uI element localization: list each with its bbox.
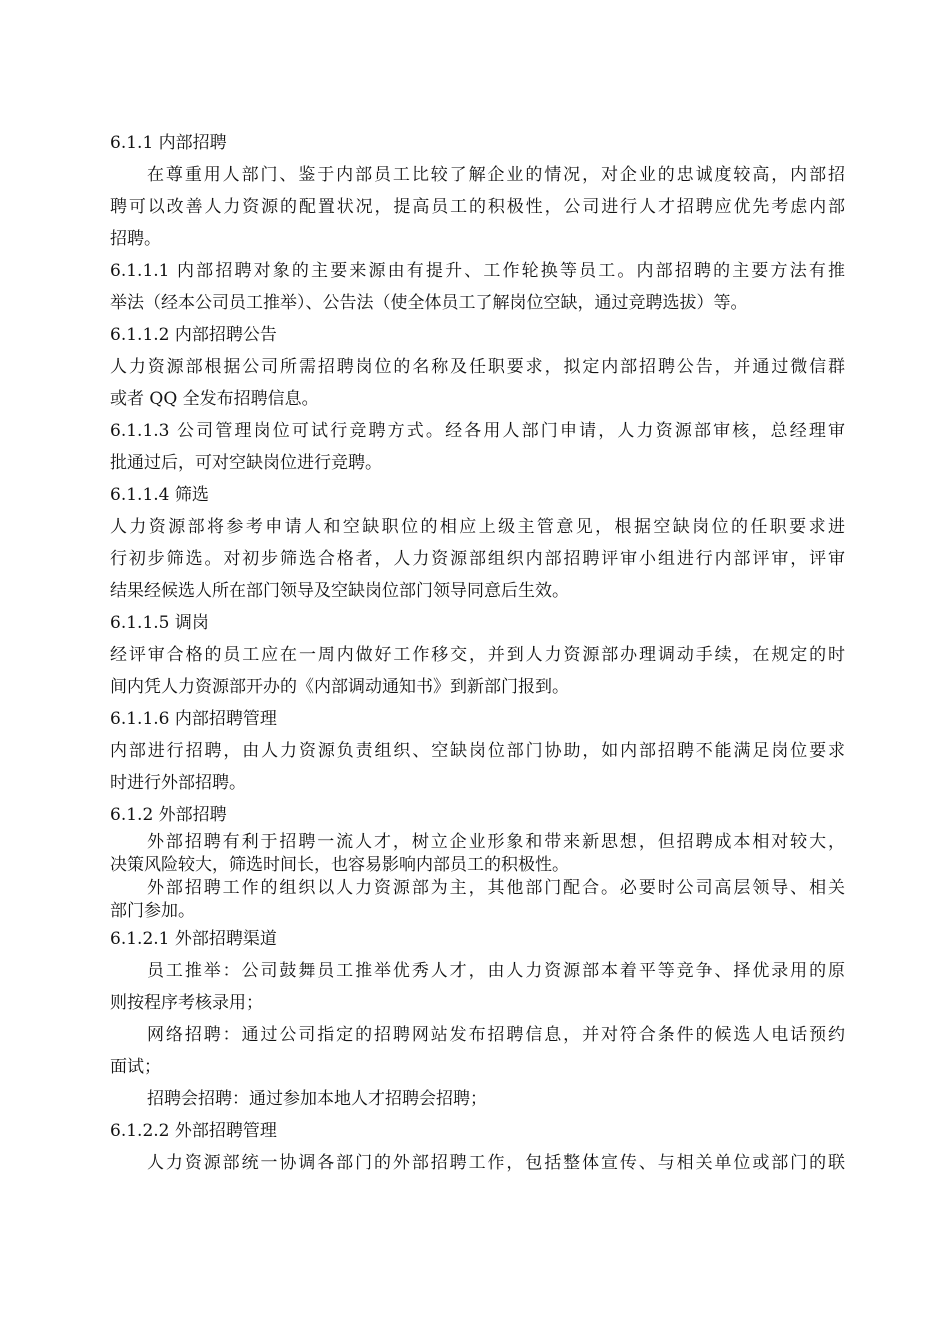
list-item-line: 网络招聘：通过公司指定的招聘网站发布招聘信息，并对符合条件的候选人电话预约	[147, 1025, 845, 1045]
paragraph-line: 批通过后，可对空缺岗位进行竞聘。	[110, 453, 382, 473]
paragraph-line: 人力资源部将参考申请人和空缺职位的相应上级主管意见，根据空缺岗位的任职要求进	[110, 517, 845, 537]
paragraph-line: 结果经候选人所在部门领导及空缺岗位部门领导同意后生效。	[110, 581, 569, 601]
heading-6-1-1-5: 6.1.1.5 调岗	[110, 613, 209, 633]
paragraph-line: 内部进行招聘，由人力资源负责组织、空缺岗位部门协助，如内部招聘不能满足岗位要求	[110, 741, 845, 761]
paragraph-line: 经评审合格的员工应在一周内做好工作移交，并到人力资源部办理调动手续，在规定的时	[110, 645, 845, 665]
paragraph-line: 部门参加。	[110, 901, 195, 921]
heading-6-1-2: 6.1.2 外部招聘	[110, 805, 227, 825]
paragraph-line: 外部招聘工作的组织以人力资源部为主，其他部门配合。必要时公司高层领导、相关	[147, 878, 845, 898]
paragraph-line: 人力资源部根据公司所需招聘岗位的名称及任职要求，拟定内部招聘公告，并通过微信群	[110, 357, 845, 377]
paragraph-line: 时进行外部招聘。	[110, 773, 246, 793]
paragraph-line: 举法（经本公司员工推举）、公告法（使全体员工了解岗位空缺，通过竞聘选拔）等。	[110, 293, 748, 313]
heading-6-1-2-1: 6.1.2.1 外部招聘渠道	[110, 929, 277, 949]
paragraph-line: 行初步筛选。对初步筛选合格者，人力资源部组织内部招聘评审小组进行内部评审，评审	[110, 549, 845, 569]
heading-6-1-1-2: 6.1.1.2 内部招聘公告	[110, 325, 277, 345]
paragraph-line: 招聘。	[110, 229, 161, 249]
heading-6-1-1-4: 6.1.1.4 筛选	[110, 485, 209, 505]
heading-6-1-1: 6.1.1 内部招聘	[110, 133, 227, 153]
list-item-line: 招聘会招聘：通过参加本地人才招聘会招聘；	[147, 1089, 487, 1109]
list-item-line: 则按程序考核录用；	[110, 993, 263, 1013]
list-item-line: 员工推举：公司鼓舞员工推举优秀人才，由人力资源部本着平等竞争、择优录用的原	[147, 961, 845, 981]
paragraph-line: 决策风险较大，筛选时间长，也容易影响内部员工的积极性。	[110, 855, 569, 875]
list-item-line: 面试；	[110, 1057, 161, 1077]
paragraph-line: 间内凭人力资源部开办的《内部调动通知书》到新部门报到。	[110, 677, 569, 697]
document-body	[110, 127, 845, 1179]
paragraph-line: 或者 QQ 全发布招聘信息。	[110, 389, 319, 409]
paragraph-line: 聘可以改善人力资源的配置状况，提高员工的积极性，公司进行人才招聘应优先考虑内部	[110, 197, 845, 217]
paragraph-line: 人力资源部统一协调各部门的外部招聘工作，包括整体宣传、与相关单位或部门的联	[147, 1153, 845, 1173]
heading-6-1-2-2: 6.1.2.2 外部招聘管理	[110, 1121, 277, 1141]
paragraph-line: 6.1.1.1 内部招聘对象的主要来源由有提升、工作轮换等员工。内部招聘的主要方法有推	[110, 261, 845, 281]
paragraph-line: 在尊重用人部门、鉴于内部员工比较了解企业的情况，对企业的忠诚度较高，内部招	[147, 165, 845, 185]
paragraph-line: 6.1.1.3 公司管理岗位可试行竞聘方式。经各用人部门申请，人力资源部审核，总经理审	[110, 421, 845, 441]
paragraph-line: 外部招聘有利于招聘一流人才，树立企业形象和带来新思想，但招聘成本相对较大，	[147, 832, 845, 852]
heading-6-1-1-6: 6.1.1.6 内部招聘管理	[110, 709, 277, 729]
